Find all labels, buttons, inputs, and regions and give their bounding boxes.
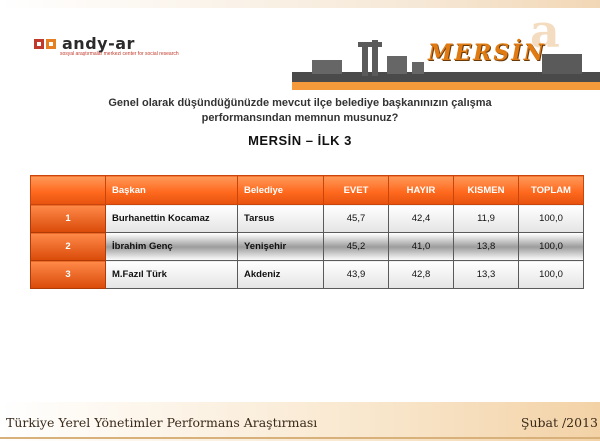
belediye-cell: Yenişehir (238, 233, 324, 261)
rank-cell: 1 (31, 205, 106, 233)
column-header-kismen: KISMEN (454, 176, 519, 205)
results-table (30, 175, 584, 289)
andy-ar-logo-icon (34, 37, 58, 51)
slide-footer (0, 402, 600, 441)
logo-subtext: sosyal araştırmalar merkezi center for social research (60, 51, 179, 57)
toplam-cell: 100,0 (519, 261, 584, 289)
kismen-cell: 13,8 (454, 233, 519, 261)
footer-title: Türkiye Yerel Yönetimler Performans Araştırması (6, 415, 318, 430)
column-header-belediye: Belediye (238, 176, 324, 205)
baskan-cell: Burhanettin Kocamaz (106, 205, 238, 233)
kismen-cell: 13,3 (454, 261, 519, 289)
header-band (0, 0, 600, 8)
slide-header (0, 0, 600, 95)
evet-cell: 43,9 (324, 261, 389, 289)
footer-bar (0, 437, 600, 439)
hayir-cell: 42,4 (389, 205, 454, 233)
column-header-toplam: TOPLAM (519, 176, 584, 205)
baskan-cell: İbrahim Genç (106, 233, 238, 261)
table-row (31, 261, 584, 289)
rank-cell: 3 (31, 261, 106, 289)
survey-question: Genel olarak düşündüğünüzde mevcut ilçe belediye başkanınızın çalışma performansından memnun musunuz? (108, 97, 492, 124)
belediye-cell: Akdeniz (238, 261, 324, 289)
table-subtitle: MERSİN – İLK 3 (248, 133, 352, 148)
logo-text: andy-ar (62, 34, 135, 53)
evet-cell: 45,7 (324, 205, 389, 233)
table-row (31, 233, 584, 261)
footer-date: Şubat /2013 (520, 415, 598, 430)
rank-cell: 2 (31, 233, 106, 261)
hayir-cell: 41,0 (389, 233, 454, 261)
belediye-cell: Tarsus (238, 205, 324, 233)
column-header-rank (31, 176, 106, 205)
column-header-hayir: HAYIR (389, 176, 454, 205)
hayir-cell: 42,8 (389, 261, 454, 289)
table-row (31, 205, 584, 233)
column-header-baskan: Başkan (106, 176, 238, 205)
toplam-cell: 100,0 (519, 205, 584, 233)
column-header-evet: EVET (324, 176, 389, 205)
toplam-cell: 100,0 (519, 233, 584, 261)
brand-letter: a (530, 4, 560, 58)
table-header-row (31, 176, 584, 205)
evet-cell: 45,2 (324, 233, 389, 261)
city-title: MERSİN (428, 40, 546, 66)
kismen-cell: 11,9 (454, 205, 519, 233)
baskan-cell: M.Fazıl Türk (106, 261, 238, 289)
